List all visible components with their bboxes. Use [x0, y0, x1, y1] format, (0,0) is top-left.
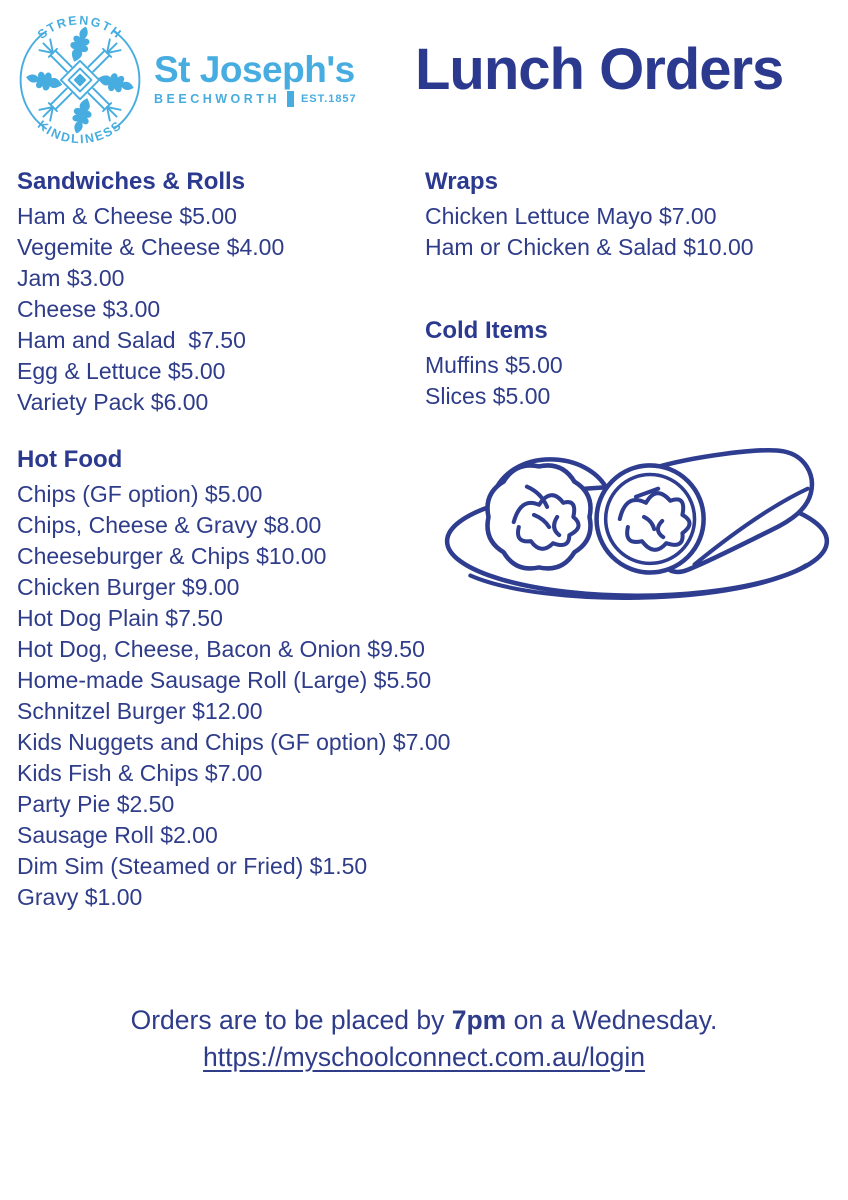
wordmark-separator: [287, 91, 294, 107]
wrap-plate-illustration: [438, 426, 842, 618]
menu-item: Chips, Cheese & Gravy $8.00: [17, 512, 322, 538]
menu-item: Chicken Burger $9.00: [17, 574, 240, 600]
menu-item: Sausage Roll $2.00: [17, 822, 218, 848]
menu-item: Cheese $3.00: [17, 296, 161, 322]
section-wraps: [425, 168, 754, 263]
order-note-prefix: Orders are to be placed by: [130, 1005, 452, 1035]
menu-item: Schnitzel Burger $12.00: [17, 698, 263, 724]
school-name: St Joseph's: [154, 49, 355, 90]
section-title-wraps: Wraps: [425, 168, 498, 195]
school-location: BEECHWORTH: [154, 92, 280, 106]
order-note: [0, 1002, 848, 1038]
order-note-suffix: on a Wednesday.: [506, 1005, 718, 1035]
menu-item: Chicken Lettuce Mayo $7.00: [425, 203, 717, 229]
menu-column-right: [425, 168, 754, 412]
brigids-cross-icon: [61, 61, 99, 99]
menu-item: Ham or Chicken & Salad $10.00: [425, 234, 754, 260]
menu-item: Dim Sim (Steamed or Fried) $1.50: [17, 853, 368, 879]
menu-item: Slices $5.00: [425, 383, 551, 409]
menu-item: Chips (GF option) $5.00: [17, 481, 263, 507]
menu-item: Kids Nuggets and Chips (GF option) $7.00: [17, 729, 451, 755]
menu-item: Egg & Lettuce $5.00: [17, 358, 226, 384]
menu-item: Variety Pack $6.00: [17, 389, 209, 415]
order-link[interactable]: https://myschoolconnect.com.au/login: [203, 1042, 645, 1072]
menu-item: Kids Fish & Chips $7.00: [17, 760, 263, 786]
menu-column-left: [17, 168, 450, 913]
menu-item: Hot Dog Plain $7.50: [17, 605, 223, 631]
school-established: EST.1857: [300, 93, 357, 105]
menu-item: Hot Dog, Cheese, Bacon & Onion $9.50: [17, 636, 425, 662]
hot-food-items: [17, 479, 450, 913]
menu-item: Cheeseburger & Chips $10.00: [17, 543, 327, 569]
section-cold-items: [425, 317, 754, 412]
menu-item: Vegemite & Cheese $4.00: [17, 234, 285, 260]
menu-item: Gravy $1.00: [17, 884, 143, 910]
crest-top-text: STRENGTH: [35, 13, 125, 42]
school-crest-logo: [13, 13, 147, 147]
section-sandwiches: [17, 168, 450, 418]
menu-item: Jam $3.00: [17, 265, 125, 291]
wraps-items: [425, 201, 754, 263]
section-title-cold-items: Cold Items: [425, 317, 548, 344]
menu-item: Ham and Salad $7.50: [17, 327, 246, 353]
menu-item: Muffins $5.00: [425, 352, 563, 378]
section-title-hot-food: Hot Food: [17, 446, 123, 473]
school-wordmark: [154, 50, 357, 107]
cold-items-items: [425, 350, 754, 412]
page-title: Lunch Orders: [415, 37, 784, 102]
footer: [0, 1002, 848, 1073]
menu-item: Party Pie $2.50: [17, 791, 175, 817]
crest-bottom-text: KINDLINESS: [34, 117, 126, 147]
section-hot-food: [17, 446, 450, 913]
order-deadline: 7pm: [451, 1005, 507, 1035]
sandwiches-items: [17, 201, 450, 418]
menu-item: Ham & Cheese $5.00: [17, 203, 237, 229]
menu-item: Home-made Sausage Roll (Large) $5.50: [17, 667, 432, 693]
section-title-sandwiches: Sandwiches & Rolls: [17, 168, 246, 195]
